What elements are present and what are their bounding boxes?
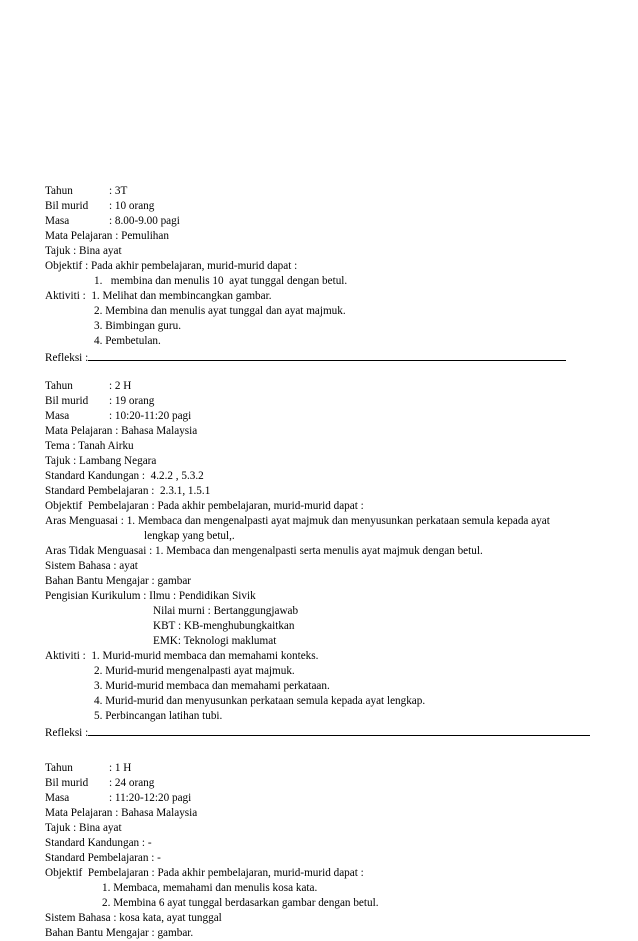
masa-value: : 8.00-9.00 pagi [109,215,180,227]
tahun-label: Tahun [45,380,73,392]
objektif: Objektif Pembelajaran : Pada akhir pembelajaran, murid-murid dapat : [45,500,364,512]
tajuk: Tajuk : Bina ayat [45,245,122,257]
aktiviti-item: 2. Membina dan menulis ayat tunggal dan ayat majmuk. [94,305,346,317]
bahan-bantu-mengajar: Bahan Bantu Mengajar : gambar. [45,927,194,939]
sistem-bahasa: Sistem Bahasa : kosa kata, ayat tunggal [45,912,222,924]
emk: EMK: Teknologi maklumat [153,635,277,647]
objektif: Objektif : Pada akhir pembelajaran, murid-murid dapat : [45,260,298,272]
lesson-plan-2 [45,379,605,739]
aktiviti-item: 3. Bimbingan guru. [94,320,182,332]
document-page [45,184,605,941]
standard-pembelajaran: Standard Pembelajaran : - [45,852,161,864]
aktiviti-item: 5. Perbincangan latihan tubi. [94,710,223,722]
lesson-plan-3 [45,761,605,941]
sistem-bahasa: Sistem Bahasa : ayat [45,560,138,572]
aktiviti-item: 1. Melihat dan membincangkan gambar. [91,290,272,302]
bil-murid-value: : 19 orang [109,395,155,407]
pengisian-kurikulum: Pengisian Kurikulum : Ilmu : Pendidikan Sivik [45,590,256,602]
masa-value: : 10:20-11:20 pagi [109,410,192,422]
refleksi-line [88,724,590,736]
aktiviti-item: 1. Murid-murid membaca dan memahami konteks. [91,650,319,662]
tahun-value: : 2 H [109,380,132,392]
standard-kandungan: Standard Kandungan : - [45,837,152,849]
refleksi-label: Refleksi : [45,727,89,739]
tajuk: Tajuk : Lambang Negara [45,455,157,467]
aras-tidak-menguasai: Aras Tidak Menguasai : 1. Membaca dan mengenalpasti serta menulis ayat majmuk dengan betul. [45,545,483,557]
lesson-plan-1 [45,184,605,364]
objektif: Objektif Pembelajaran : Pada akhir pembelajaran, murid-murid dapat : [45,867,364,879]
mata-pelajaran: Mata Pelajaran : Bahasa Malaysia [45,807,198,819]
aktiviti-item: 2. Murid-murid mengenalpasti ayat majmuk. [94,665,295,677]
bil-murid-value: : 24 orang [109,777,155,789]
masa-label: Masa [45,215,70,227]
bil-murid-value: : 10 orang [109,200,155,212]
bil-murid-label: Bil murid [45,777,89,789]
aktiviti-item: 4. Pembetulan. [94,335,161,347]
bil-murid-label: Bil murid [45,395,89,407]
refleksi-label: Refleksi : [45,352,89,364]
aktiviti-label: Aktiviti : [45,650,86,662]
objektif-item: 2. Membina 6 ayat tunggal berdasarkan gambar dengan betul. [102,897,379,909]
refleksi-line [88,349,566,361]
kbt: KBT : KB-menghubungkaitkan [153,620,295,632]
standard-pembelajaran: Standard Pembelajaran : 2.3.1, 1.5.1 [45,485,211,497]
aras-menguasai: Aras Menguasai : 1. Membaca dan mengenalpasti ayat majmuk dan menyusunkan perkataan semula kepada ayat [45,515,550,527]
tema: Tema : Tanah Airku [45,440,134,452]
objektif-item: 1. Membaca, memahami dan menulis kosa kata. [102,882,318,894]
aktiviti-item: 3. Murid-murid membaca dan memahami perkataan. [94,680,330,692]
nilai-murni: Nilai murni : Bertanggungjawab [153,605,299,617]
tahun-label: Tahun [45,762,73,774]
aktiviti-label: Aktiviti : [45,290,86,302]
tahun-value: : 1 H [109,762,132,774]
standard-kandungan: Standard Kandungan : 4.2.2 , 5.3.2 [45,470,204,482]
masa-value: : 11:20-12:20 pagi [109,792,192,804]
mata-pelajaran: Mata Pelajaran : Bahasa Malaysia [45,425,198,437]
masa-label: Masa [45,792,70,804]
mata-pelajaran: Mata Pelajaran : Pemulihan [45,230,169,242]
bil-murid-label: Bil murid [45,200,89,212]
tahun-label: Tahun [45,185,73,197]
aktiviti-item: 4. Murid-murid dan menyusunkan perkataan semula kepada ayat lengkap. [94,695,426,707]
tajuk: Tajuk : Bina ayat [45,822,122,834]
bahan-bantu-mengajar: Bahan Bantu Mengajar : gambar [45,575,192,587]
objektif-item: 1. membina dan menulis 10 ayat tunggal dengan betul. [94,275,348,287]
masa-label: Masa [45,410,70,422]
aras-menguasai-cont: lengkap yang betul,. [144,530,235,542]
tahun-value: : 3T [109,185,128,197]
